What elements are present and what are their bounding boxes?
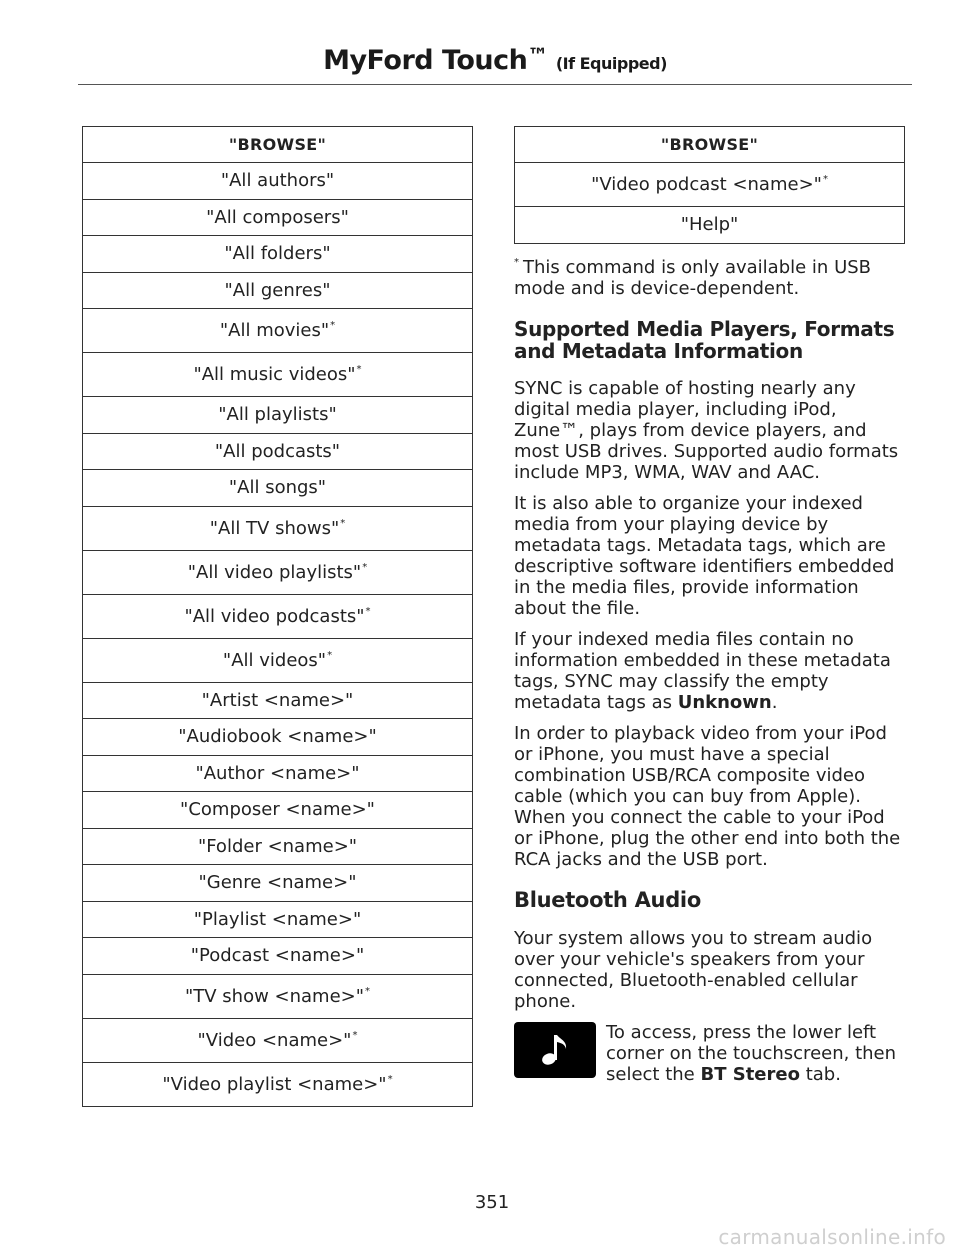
table-cell: "All videos"* [83,638,473,682]
table-cell: "Artist <name>" [83,682,473,719]
footnote-marker: * [365,985,371,997]
table-row [515,163,905,207]
table-row [83,309,473,353]
footnote: * This command is only available in USB mode and is device-dependent. [514,257,872,299]
page-title: MyFord Touch™ (If Equipped) [323,44,667,76]
access-instructions: To access, press the lower left corner on the touchscreen, then select the BT Stereo tab. [606,1022,897,1085]
table-row [83,865,473,902]
table-row [83,719,473,756]
page-header [78,28,912,85]
table-row [83,1062,473,1106]
table-cell: "All authors" [83,163,473,200]
table-cell: "Composer <name>" [83,792,473,829]
table-cell: "All folders" [83,236,473,273]
table-row [83,638,473,682]
table-cell: "Folder <name>" [83,828,473,865]
footnote-marker: * [352,1029,358,1041]
table-row [83,594,473,638]
table-row [83,433,473,470]
table-cell: "All music videos"* [83,353,473,397]
keyword-unknown: Unknown [677,692,772,713]
table-row [83,755,473,792]
table-row [83,550,473,594]
table-row [83,682,473,719]
table-cell: "All genres" [83,272,473,309]
table-cell: "Genre <name>" [83,865,473,902]
paragraph: In order to playback video from your iPod or iPhone, you must have a special combination USB/RCA composite video cable (which you can buy from Apple). When you connect the cable to your iPod or iPhone, plug the other end into both the RCA jacks and the USB port. [514,723,901,870]
paragraph: It is also able to organize your indexed media from your playing device by metadata tags. Metadata tags, which are descriptive software identifiers embedded in the media files, provide information about the file. [514,493,895,619]
table-cell: "Video playlist <name>"* [83,1062,473,1106]
footnote-marker: * [362,561,368,573]
table-row [515,207,905,244]
table-cell: "All video podcasts"* [83,594,473,638]
table-cell: "Help" [515,207,905,244]
browse-commands-table-continued [514,126,905,244]
table-cell: "All composers" [83,199,473,236]
footnote-marker: * [365,605,371,617]
music-note-icon [514,1022,596,1078]
table-cell: "All TV shows"* [83,506,473,550]
watermark: carmanualsonline.info [718,1225,946,1249]
table-row [83,470,473,507]
table-heading: "BROWSE" [515,127,905,163]
table-row [83,272,473,309]
footnote-marker: * [330,320,336,331]
footnote-marker: * [822,174,828,185]
section-media-players [514,318,906,1012]
table-cell: "Author <name>" [83,755,473,792]
table-cell: "All podcasts" [83,433,473,470]
browse-commands-table [82,126,473,1107]
table-row [83,397,473,434]
footnote-marker: * [340,517,346,529]
table-cell: "Audiobook <name>" [83,719,473,756]
table-row [83,506,473,550]
page-title-suffix: (If Equipped) [555,54,667,73]
section-heading: Supported Media Players, Formats and Metadata Information [514,317,895,363]
section-heading: Bluetooth Audio [514,888,701,912]
table-row [83,1018,473,1062]
table-row [83,828,473,865]
table-cell: "TV show <name>"* [83,974,473,1018]
table-cell: "Video <name>"* [83,1018,473,1062]
footnote-marker: * [387,1073,393,1085]
table-row [83,353,473,397]
table-row [83,163,473,200]
paragraph: SYNC is capable of hosting nearly any digital media player, including iPod, Zune™, plays from device players, and most USB drives. Supported audio formats include MP3, WMA, WAV and AAC. [514,378,899,483]
table-cell: "Video podcast <name>"* [515,163,905,207]
table-cell: "All playlists" [83,397,473,434]
table-cell: "All video playlists"* [83,550,473,594]
table-heading: "BROWSE" [83,127,473,163]
table-row [83,938,473,975]
table-row [83,236,473,273]
table-cell: "All movies"* [83,309,473,353]
table-cell: "All songs" [83,470,473,507]
table-cell: "Podcast <name>" [83,938,473,975]
page-number: 351 [474,1192,510,1213]
footnote-marker: * [327,649,333,661]
keyword-bt-stereo: BT Stereo [700,1064,800,1085]
table-row [83,901,473,938]
table-cell: "Playlist <name>" [83,901,473,938]
table-row [83,974,473,1018]
footnote-marker: * [356,364,362,375]
table-row [83,199,473,236]
table-row [83,792,473,829]
paragraph: If your indexed media files contain no information embedded in these metadata tags, SYNC may classify the empty metadata tags as Unknown. [514,629,891,713]
paragraph: Your system allows you to stream audio over your vehicle's speakers from your connected, Bluetooth-enabled cellular phone. [514,928,873,1012]
